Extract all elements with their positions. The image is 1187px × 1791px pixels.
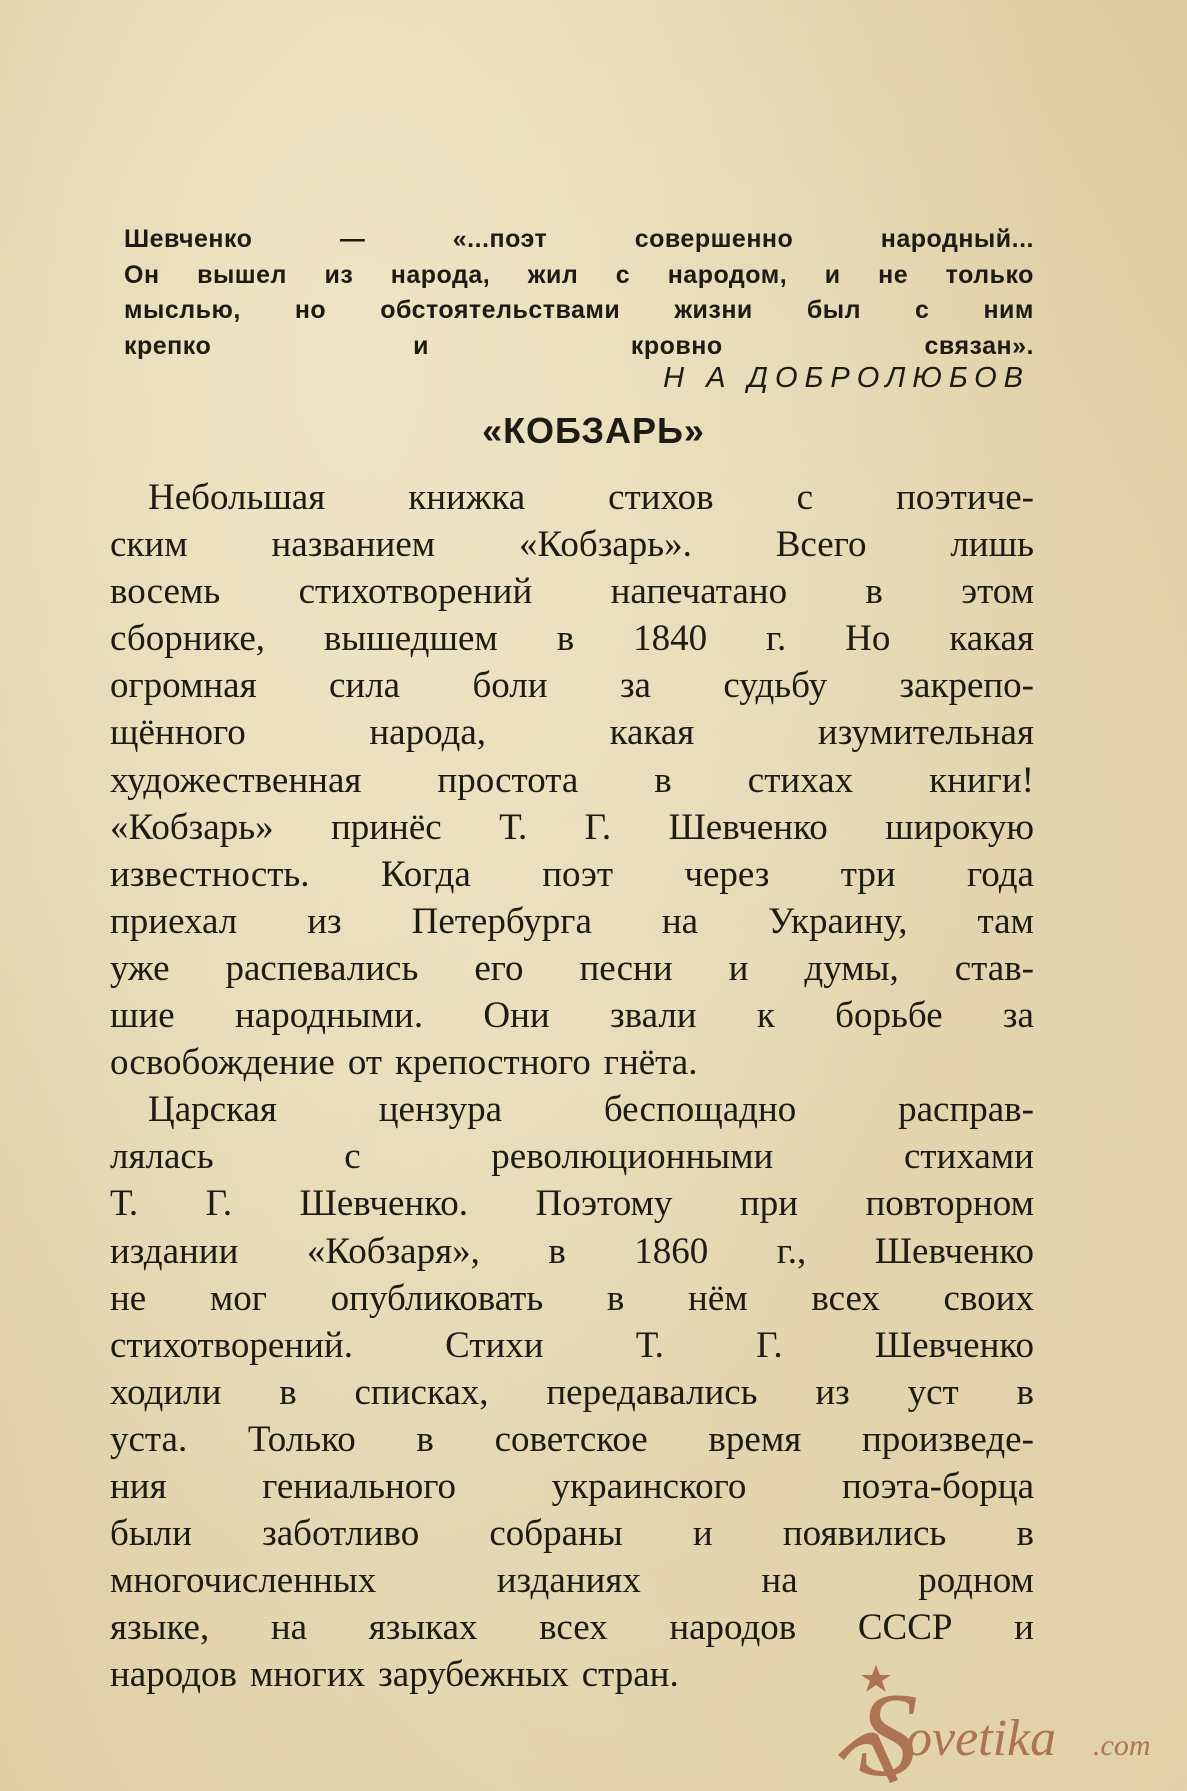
text-line: сборнике, вышедшем в 1840 г. Но какая	[110, 618, 1034, 660]
svg-text:.com: .com	[1093, 1729, 1151, 1762]
text-line: ходили в списках, передавались из уст в	[110, 1371, 1034, 1413]
text-line: Он вышел из народа, жил с народом, и не только	[124, 260, 1034, 289]
text-line: художественная простота в стихах книги!	[110, 759, 1034, 801]
body-text	[110, 474, 1034, 1698]
text-line: Небольшая книжка стихов с поэтиче-	[148, 477, 1034, 518]
text-line: известность. Когда поэт через три года	[110, 853, 1034, 895]
text-line: не мог опубликовать в нём всех своих	[110, 1277, 1034, 1319]
text-line: освобождение от крепостного гнёта.	[110, 1042, 698, 1084]
text-line: крепко и кровно связан».	[124, 331, 1034, 360]
epigraph	[124, 222, 1034, 364]
text-line: огромная сила боли за судьбу закрепо-	[110, 665, 1034, 707]
epigraph-author: Н А ДОБРОЛЮБОВ	[663, 362, 1030, 394]
text-line: восемь стихотворений напечатано в этом	[110, 571, 1034, 613]
text-line: стихотворений. Стихи Т. Г. Шевченко	[110, 1324, 1034, 1366]
text-line: «Кобзарь» принёс Т. Г. Шевченко широкую	[110, 806, 1034, 848]
text-line: уста. Только в советское время произведе-	[110, 1418, 1034, 1460]
text-line: приехал из Петербурга на Украину, там	[110, 900, 1034, 942]
text-line: народов многих зарубежных стран.	[110, 1654, 679, 1696]
text-line: многочисленных изданиях на родном	[110, 1560, 1034, 1602]
text-line: Шевченко — «...поэт совершенно народный...	[124, 225, 1034, 253]
text-line: шие народными. Они звали к борьбе за	[110, 995, 1034, 1037]
text-line: языке, на языках всех народов СССР и	[110, 1607, 1034, 1649]
text-line: Царская цензура беспощадно расправ-	[148, 1089, 1034, 1131]
svg-text:ovetika: ovetika	[906, 1710, 1057, 1767]
text-line: щённого народа, какая изумительная	[110, 712, 1034, 754]
text-line: издании «Кобзаря», в 1860 г., Шевченко	[110, 1230, 1034, 1272]
svg-text:S: S	[858, 1668, 918, 1785]
text-line: уже распевались его песни и думы, став-	[110, 947, 1034, 989]
watermark-logo	[838, 1665, 1178, 1785]
text-line: были заботливо собраны и появились в	[110, 1513, 1034, 1555]
text-line: лялась с революционными стихами	[110, 1136, 1034, 1178]
text-line: Т. Г. Шевченко. Поэтому при повторном	[110, 1183, 1034, 1225]
section-title: «КОБЗАРЬ»	[482, 410, 705, 451]
text-line: мыслью, но обстоятельствами жизни был с ним	[124, 296, 1034, 324]
text-line: ским названием «Кобзарь». Всего лишь	[110, 524, 1034, 566]
text-line: ния гениального украинского поэта-борца	[110, 1465, 1034, 1507]
